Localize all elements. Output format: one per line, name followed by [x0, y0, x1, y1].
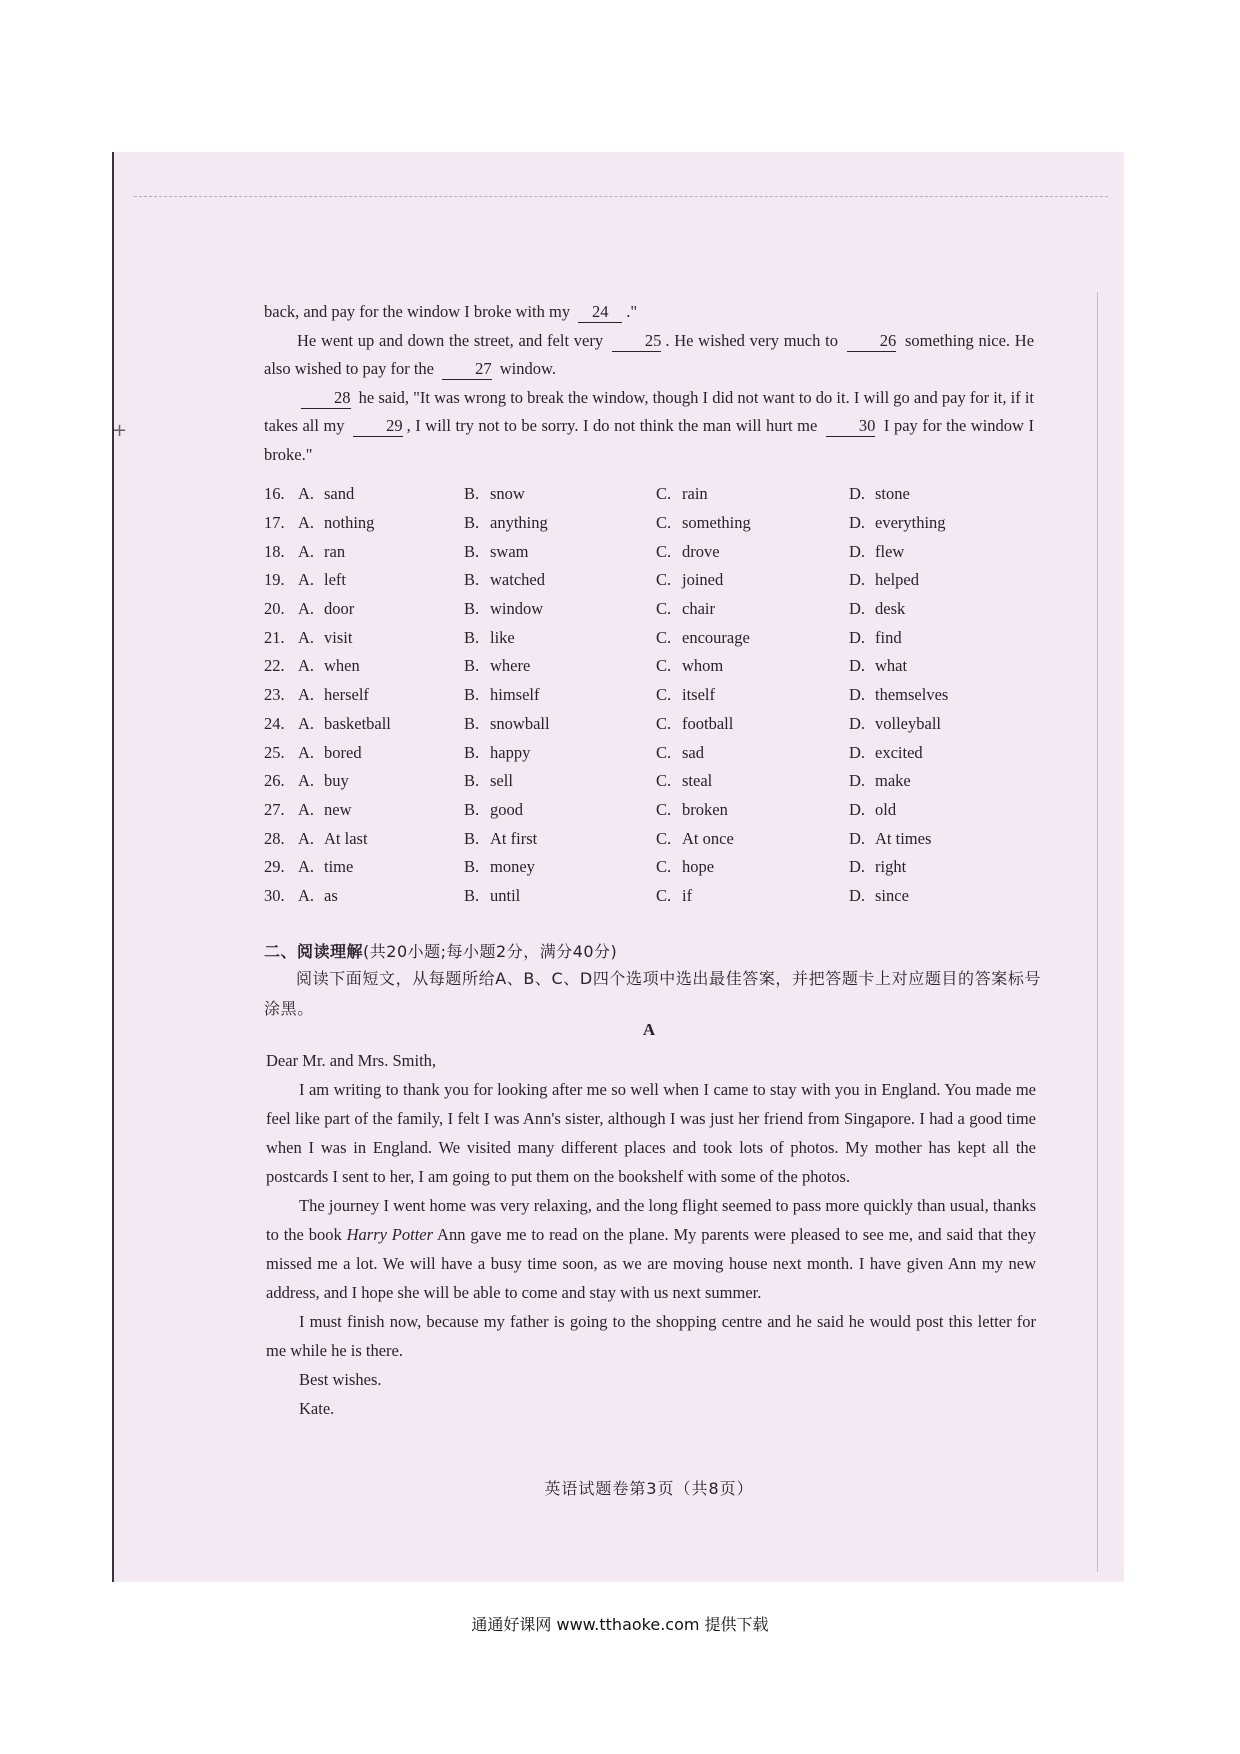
question-number: 23. — [264, 685, 285, 705]
option-letter: B. — [464, 685, 480, 705]
option-letter: A. — [298, 685, 315, 705]
option-d — [849, 743, 1034, 763]
option-text: At first — [490, 828, 538, 848]
option-letter: D. — [849, 656, 866, 676]
option-text: everything — [875, 513, 946, 533]
option-text: snow — [490, 484, 525, 504]
option-letter: D. — [849, 685, 866, 705]
option-text: watched — [490, 570, 545, 590]
option-a — [264, 886, 464, 906]
option-row — [264, 796, 1034, 825]
option-letter: D. — [849, 599, 866, 619]
blank-27: 27 — [442, 359, 492, 380]
book-title: Harry Potter — [346, 1225, 434, 1244]
option-b — [464, 599, 656, 619]
option-text: snowball — [490, 713, 550, 733]
option-a — [264, 771, 464, 791]
option-letter: B. — [464, 742, 480, 762]
option-b — [464, 484, 656, 504]
cloze-options — [264, 480, 1034, 910]
option-text: time — [324, 857, 354, 877]
option-text: sell — [490, 771, 513, 791]
option-row — [264, 824, 1034, 853]
blank-28: 28 — [301, 388, 351, 409]
option-c — [656, 570, 849, 590]
cloze-line-1: back, and pay for the window I broke with my 24 ." — [264, 302, 638, 321]
option-c — [656, 656, 849, 676]
option-text: like — [490, 627, 515, 647]
option-letter: C. — [656, 685, 672, 705]
option-text: window — [490, 599, 544, 619]
option-text: stone — [875, 484, 910, 504]
option-d — [849, 484, 1034, 504]
option-text: bored — [324, 742, 362, 762]
option-d — [849, 886, 1034, 906]
option-text: himself — [490, 685, 540, 705]
option-letter: B. — [464, 713, 480, 733]
option-d — [849, 857, 1034, 877]
question-number: 26. — [264, 771, 285, 791]
section-2-heading: 二、阅读理解(共20小题;每小题2分，满分40分) — [264, 942, 618, 961]
option-letter: C. — [656, 513, 672, 533]
option-d — [849, 829, 1034, 849]
option-letter: A. — [298, 513, 315, 533]
option-text: old — [875, 799, 897, 819]
option-text: left — [324, 570, 346, 590]
passage-label: A — [642, 1020, 656, 1039]
option-letter: D. — [849, 713, 866, 733]
option-row — [264, 566, 1034, 595]
option-row — [264, 652, 1034, 681]
option-text: happy — [490, 742, 531, 762]
cloze-paragraph-2: He went up and down the street, and felt very 25 . He wished very much to 26 something nice. He also wished to pay for the 27 window. — [264, 330, 1035, 378]
option-text: make — [875, 771, 911, 791]
option-letter: A. — [298, 627, 315, 647]
option-letter: A. — [298, 799, 315, 819]
option-a — [264, 513, 464, 533]
option-letter: A. — [298, 599, 315, 619]
option-a — [264, 685, 464, 705]
option-text: At times — [875, 828, 932, 848]
option-text: visit — [324, 627, 353, 647]
option-b — [464, 714, 656, 734]
question-number: 19. — [264, 570, 285, 590]
option-text: joined — [682, 570, 724, 590]
option-letter: B. — [464, 570, 480, 590]
option-text: encourage — [682, 627, 750, 647]
option-a — [264, 743, 464, 763]
option-letter: A. — [298, 656, 315, 676]
option-letter: A. — [298, 570, 315, 590]
option-a — [264, 829, 464, 849]
option-text: flew — [875, 541, 905, 561]
option-text: helped — [875, 570, 919, 590]
option-b — [464, 628, 656, 648]
option-d — [849, 570, 1034, 590]
option-letter: A. — [298, 484, 315, 504]
option-letter: D. — [849, 627, 866, 647]
question-number: 27. — [264, 799, 285, 819]
option-letter: B. — [464, 627, 480, 647]
option-d — [849, 714, 1034, 734]
option-text: volleyball — [875, 713, 941, 733]
option-row — [264, 480, 1034, 509]
option-text: good — [490, 799, 523, 819]
option-d — [849, 656, 1034, 676]
option-text: anything — [490, 513, 548, 533]
option-text: itself — [682, 685, 715, 705]
blank-26: 26 — [847, 331, 897, 352]
option-row — [264, 537, 1034, 566]
option-a — [264, 599, 464, 619]
option-letter: D. — [849, 484, 866, 504]
option-d — [849, 685, 1034, 705]
option-c — [656, 542, 849, 562]
site-footer: 通通好课网 www.tthaoke.com 提供下载 — [471, 1615, 769, 1634]
option-a — [264, 714, 464, 734]
option-c — [656, 513, 849, 533]
letter-passage — [266, 1046, 1036, 1423]
option-letter: A. — [298, 857, 315, 877]
option-text: rain — [682, 484, 708, 504]
option-c — [656, 886, 849, 906]
option-text: right — [875, 857, 907, 877]
option-text: if — [682, 885, 693, 905]
option-letter: B. — [464, 513, 480, 533]
option-a — [264, 656, 464, 676]
option-letter: C. — [656, 656, 672, 676]
option-letter: A. — [298, 828, 315, 848]
option-text: ran — [324, 541, 346, 561]
option-d — [849, 800, 1034, 820]
option-b — [464, 800, 656, 820]
option-text: buy — [324, 771, 349, 791]
margin-tick-icon: + — [112, 420, 128, 441]
question-number: 28. — [264, 828, 285, 848]
option-b — [464, 513, 656, 533]
option-b — [464, 857, 656, 877]
option-c — [656, 484, 849, 504]
option-d — [849, 771, 1034, 791]
question-number: 24. — [264, 713, 285, 733]
option-text: themselves — [875, 685, 949, 705]
option-letter: D. — [849, 570, 866, 590]
option-text: since — [875, 885, 909, 905]
option-text: football — [682, 713, 734, 733]
option-letter: C. — [656, 570, 672, 590]
option-letter: A. — [298, 885, 315, 905]
option-letter: D. — [849, 885, 866, 905]
option-row — [264, 767, 1034, 796]
option-c — [656, 771, 849, 791]
option-letter: C. — [656, 771, 672, 791]
letter-paragraph-2: The journey I went home was very relaxing, and the long flight seemed to pass more quickly than usual, thanks to the book Harry Potter Ann gave me to read on the plane. My parents were pleased to see me, and said that they missed me a lot. We will have a busy time soon, as we are moving house next month. I have given Ann my new address, and I hope she will be able to come and stay with us next summer. — [266, 1196, 1036, 1302]
option-row — [264, 738, 1034, 767]
option-c — [656, 857, 849, 877]
option-row — [264, 882, 1034, 911]
option-text: drove — [682, 541, 720, 561]
option-text: something — [682, 513, 751, 533]
option-text: At last — [324, 828, 368, 848]
blank-24: 24 — [578, 302, 622, 323]
option-text: where — [490, 656, 531, 676]
option-text: until — [490, 885, 521, 905]
option-text: herself — [324, 685, 369, 705]
page-content — [152, 0, 1152, 1600]
option-text: hope — [682, 857, 715, 877]
option-b — [464, 743, 656, 763]
option-a — [264, 570, 464, 590]
question-number: 17. — [264, 513, 285, 533]
option-letter: A. — [298, 713, 315, 733]
option-a — [264, 484, 464, 504]
option-letter: A. — [298, 771, 315, 791]
option-c — [656, 800, 849, 820]
option-b — [464, 829, 656, 849]
option-text: nothing — [324, 513, 375, 533]
option-text: sad — [682, 742, 704, 762]
option-text: sand — [324, 484, 355, 504]
option-letter: D. — [849, 513, 866, 533]
option-letter: D. — [849, 828, 866, 848]
option-letter: B. — [464, 771, 480, 791]
option-letter: C. — [656, 885, 672, 905]
option-b — [464, 656, 656, 676]
option-c — [656, 714, 849, 734]
option-a — [264, 800, 464, 820]
option-row — [264, 710, 1034, 739]
question-number: 30. — [264, 885, 285, 905]
option-text: whom — [682, 656, 724, 676]
option-text: find — [875, 627, 902, 647]
option-b — [464, 570, 656, 590]
option-row — [264, 595, 1034, 624]
option-d — [849, 628, 1034, 648]
option-letter: D. — [849, 541, 866, 561]
option-b — [464, 886, 656, 906]
question-number: 16. — [264, 484, 285, 504]
option-c — [656, 829, 849, 849]
option-row — [264, 681, 1034, 710]
option-text: At once — [682, 828, 734, 848]
option-a — [264, 857, 464, 877]
option-text: swam — [490, 541, 529, 561]
page-number-footer: 英语试题卷第3页（共8页） — [544, 1479, 754, 1498]
option-letter: B. — [464, 857, 480, 877]
option-d — [849, 599, 1034, 619]
option-letter: D. — [849, 742, 866, 762]
option-letter: C. — [656, 799, 672, 819]
option-a — [264, 628, 464, 648]
blank-30: 30 — [826, 416, 876, 437]
option-text: excited — [875, 742, 923, 762]
option-letter: D. — [849, 771, 866, 791]
question-number: 29. — [264, 857, 285, 877]
option-a — [264, 542, 464, 562]
cloze-passage-tail — [264, 298, 1034, 469]
option-row — [264, 509, 1034, 538]
option-text: money — [490, 857, 535, 877]
option-letter: C. — [656, 828, 672, 848]
question-number: 25. — [264, 742, 285, 762]
option-letter: B. — [464, 885, 480, 905]
letter-signature: Kate. — [299, 1399, 335, 1418]
question-number: 18. — [264, 541, 285, 561]
blank-29: 29 — [353, 416, 403, 437]
blank-25: 25 — [612, 331, 662, 352]
option-text: what — [875, 656, 908, 676]
option-d — [849, 542, 1034, 562]
option-letter: B. — [464, 799, 480, 819]
option-letter: D. — [849, 857, 866, 877]
option-c — [656, 628, 849, 648]
option-letter: B. — [464, 484, 480, 504]
option-letter: C. — [656, 742, 672, 762]
letter-salutation: Dear Mr. and Mrs. Smith, — [266, 1051, 437, 1070]
option-letter: B. — [464, 599, 480, 619]
question-number: 22. — [264, 656, 285, 676]
cloze-paragraph-3: 28 he said, "It was wrong to break the window, though I did not want to do it. I will go and pay for it, if it takes all my 29 , I will try not to be sorry. I do not think the man will hurt me 30 I pay for the window I broke." — [264, 387, 1035, 464]
option-b — [464, 771, 656, 791]
option-text: when — [324, 656, 360, 676]
option-c — [656, 685, 849, 705]
option-row — [264, 623, 1034, 652]
letter-paragraph-1: I am writing to thank you for looking after me so well when I came to stay with you in England. You made me feel like part of the family, I felt I was Ann's sister, although I was just her friend from Singapore. I had a good time when I was in England. We visited many different places and took lots of photos. My mother has kept all the postcards I sent to her, I am going to put them on the bookshelf with some of the photos. — [266, 1080, 1036, 1186]
question-number: 20. — [264, 599, 285, 619]
option-text: door — [324, 599, 355, 619]
option-b — [464, 542, 656, 562]
option-letter: D. — [849, 799, 866, 819]
option-text: broken — [682, 799, 728, 819]
option-text: basketball — [324, 713, 391, 733]
option-letter: C. — [656, 541, 672, 561]
option-text: chair — [682, 599, 715, 619]
question-number: 21. — [264, 627, 285, 647]
option-letter: C. — [656, 713, 672, 733]
option-text: desk — [875, 599, 906, 619]
option-row — [264, 853, 1034, 882]
option-letter: A. — [298, 541, 315, 561]
option-text: new — [324, 799, 352, 819]
option-c — [656, 743, 849, 763]
option-letter: C. — [656, 599, 672, 619]
option-d — [849, 513, 1034, 533]
letter-closing: Best wishes. — [299, 1370, 382, 1389]
option-letter: C. — [656, 484, 672, 504]
option-c — [656, 599, 849, 619]
option-text: as — [324, 885, 338, 905]
option-letter: C. — [656, 627, 672, 647]
letter-paragraph-3: I must finish now, because my father is going to the shopping centre and he said he would post this letter for me while he is there. — [266, 1312, 1036, 1360]
option-letter: A. — [298, 742, 315, 762]
option-letter: B. — [464, 541, 480, 561]
option-letter: B. — [464, 656, 480, 676]
option-letter: B. — [464, 828, 480, 848]
section-2-instructions: 阅读下面短文，从每题所给A、B、C、D四个选项中选出最佳答案，并把答题卡上对应题目的答案标号涂黑。 — [264, 969, 1042, 1018]
option-letter: C. — [656, 857, 672, 877]
option-b — [464, 685, 656, 705]
option-text: steal — [682, 771, 713, 791]
